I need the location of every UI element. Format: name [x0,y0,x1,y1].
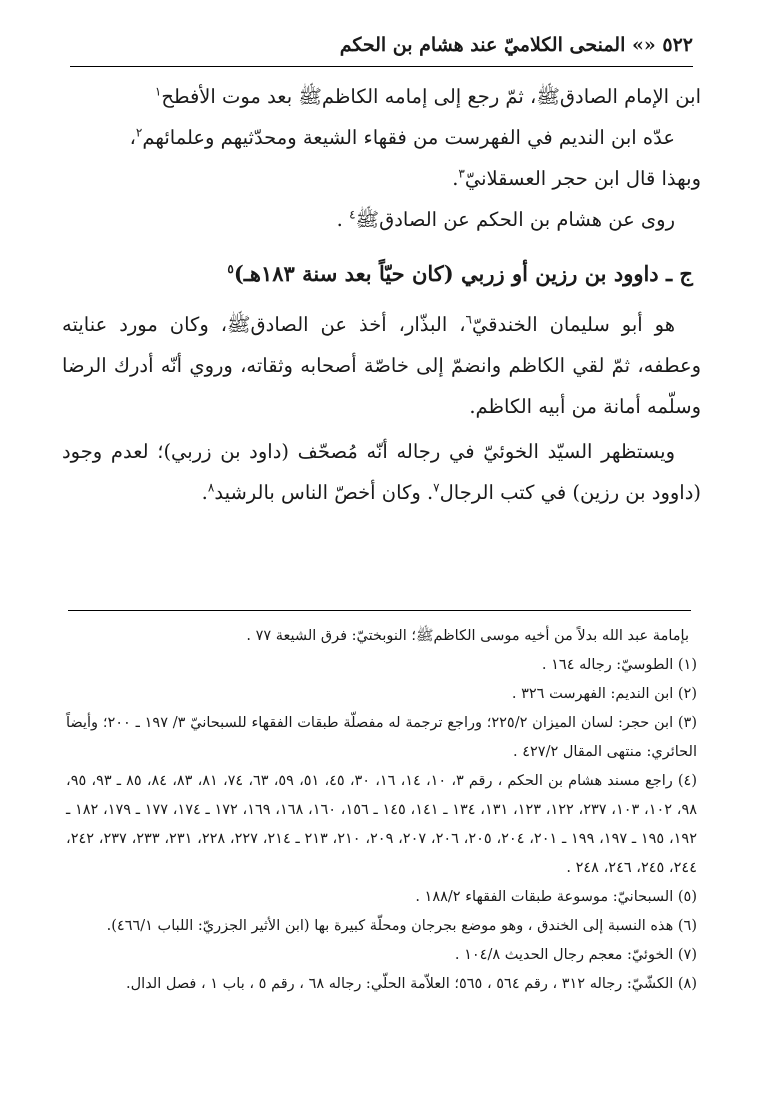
text-line: روى عن هشام بن الحكم عن الصادقﷺ$^٤$ . [336,207,675,231]
footnote-ref[interactable]: ٤ [349,207,356,222]
footnotes [66,622,697,999]
text-line: ابن الإمام الصادقﷺ، ثمّ رجع إلى إمامه الكاظمﷺ بعد موت الأفطح$^١$ [154,84,701,108]
footnote-ref[interactable]: ٨ [207,480,215,495]
footnote: (٧) الخوئيّ: معجم رجال الحديث ١٠٤/٨ . [454,947,697,963]
footnote-ref[interactable]: ٢ [135,125,143,140]
footnote-ref[interactable]: ١ [154,84,162,99]
footnote: (٥) السبحانيّ: موسوعة طبقات الفقهاء ١٨٨/٢ . [415,889,697,905]
footnote-divider [68,610,691,611]
footnote: (٢) ابن النديم: الفهرست ٣٢٦ . [511,686,697,702]
footnote-ref[interactable]: ٦ [465,312,472,327]
text-line: وبهذا قال ابن حجر العسقلانيّ$^٣$. [452,166,701,190]
running-title: «» المنحى الكلاميّ عند هشام بن الحكم [339,34,656,56]
running-header [70,28,693,67]
footnote: بإمامة عبد الله بدلاً من أخيه موسى الكاظمﷺ؛ النوبختيّ: فرق الشيعة ٧٧ . [246,628,689,644]
footnote: (٣) ابن حجر: لسان الميزان ٢٢٥/٢؛ وراجع ترجمة له مفصلّة طبقات الفقهاء للسبحانيّ ٣/ ١٩٧ ـ ٢٠٠؛ وأيضاً الحائري: منتهى المقال ٤٢٧/٢ . [66,715,698,760]
footnote: (١) الطوسيّ: رجاله ١٦٤ . [541,657,697,673]
paragraph: ويستظهر السيّد الخوئيّ في رجاله أنّه مُصحّف (داود بن زربي)؛ لعدم وجود (داوود بن رزين) في كتب الرجال$^٧$. وكان أخصّ الناس بالرشيد$^٨$. [62,440,701,504]
footnote-ref[interactable]: ٧ [433,480,440,495]
footnote-ref[interactable]: ٣ [458,166,465,181]
main-text [62,76,701,513]
section-heading: ج ـ داوود بن رزين أو زربي (كان حيّاً بعد سنة ١٨٣هـ)$^٥$ [227,261,693,286]
footnote: (٤) راجع مسند هشام بن الحكم ، رقم ٣، ١٠، ١٤، ١٦، ٣٠، ٤٥، ٥١، ٥٩، ٦٣، ٧٤، ٨١، ٨٣، ٨٤، ٨٥ ـ ٩٣، ٩٥، ٩٨، ١٠٢، ١٠٣، ٢٣٧، ١٢٢، ١٢٣، ١٣١، ١٣٤ ـ ١٤١، ١٤٥ ـ ١٥٦، ١٦٠، ١٦٨، ١٦٩، ١٧٢ ـ ١٧٤، ١٧٧ ـ ١٧٩، ١٨٢ ـ ١٩٢، ١٩٥ ـ ١٩٧، ١٩٩ ـ ٢٠١، ٢٠٤، ٢٠٥، ٢٠٦، ٢٠٧، ٢٠٩، ٢١٠، ٢١٣ ـ ٢١٤، ٢٢٧، ٢٢٨، ٢٣١، ٢٣٣، ٢٣٧، ٢٤٢، ٢٤٤، ٢٤٥، ٢٤٦، ٢٤٨ . [66,773,698,876]
footnote: (٨) الكشّيّ: رجاله ٣١٢ ، رقم ٥٦٤ ، ٥٦٥؛ العلاّمة الحلّي: رجاله ٦٨ ، رقم ٥ ، باب ١ ، فصل الدال. [126,976,697,992]
footnote-ref[interactable]: ٥ [227,262,234,276]
paragraph: هو أبو سليمان الخندقيّ$^٦$، البذّار، أخذ عن الصادقﷺ، وكان مورد عنايته وعطفه، ثمّ لقي الكاظم وانضمّ إلى خاصّة أصحابه وثقاته، وروي أنّه أدرك الرضا وسلّمه أمانة من أبيه الكاظم. [62,312,701,418]
footnote: (٦) هذه النسبة إلى الخندق ، وهو موضع بجرجان ومحلّة كبيرة بها (ابن الأثير الجزريّ: اللباب ٤٦٦/١). [106,918,697,934]
text-line: عدّه ابن النديم في الفهرست من فقهاء الشيعة ومحدّثيهم وعلمائهم$^٢$، [129,125,675,149]
page-number: ٥٢٢ [662,34,693,56]
